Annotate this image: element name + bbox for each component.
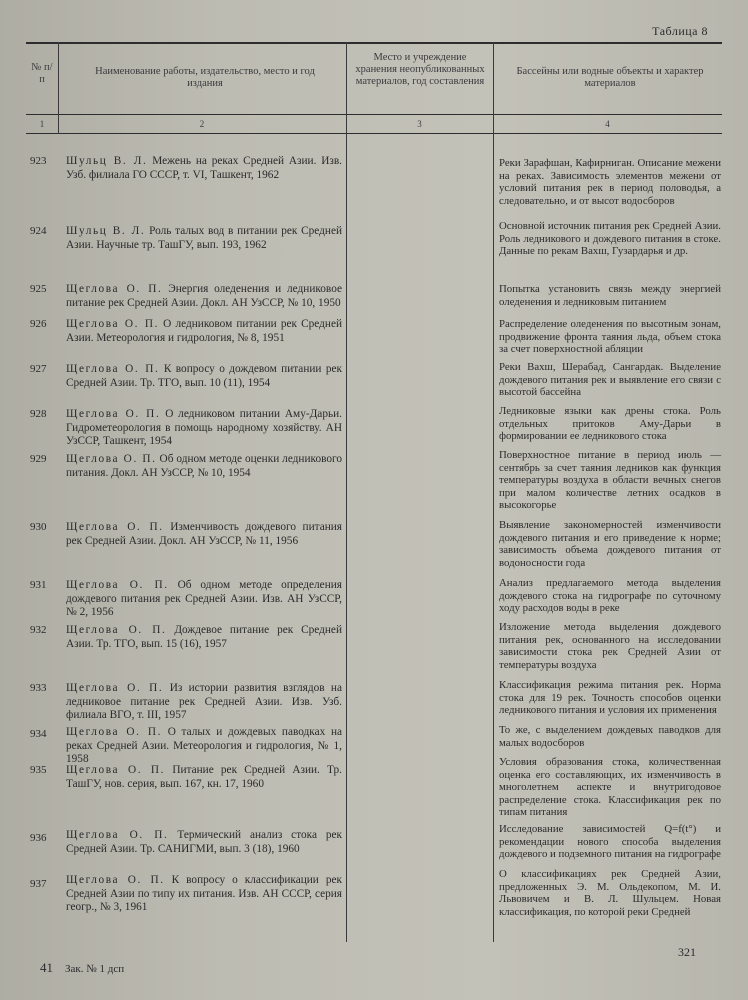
- bibliographic-entry: [66, 764, 342, 791]
- entry-title: Термический анализ стока рек Средней Азии. Тр. САНИГМИ, вып. 3 (18), 1960: [66, 829, 342, 855]
- footer-imprint: [40, 960, 124, 976]
- bibliographic-entry: [66, 318, 342, 345]
- entry-description: Попытка установить связь между энергией оледенения и ледниковым питанием: [499, 283, 721, 308]
- entry-title: Об одном методе оценки ледникового питания. Докл. АН УзССР, № 10, 1954: [66, 453, 342, 479]
- row-number: 924: [30, 225, 47, 237]
- entry-author: Щеглова О. П.: [66, 318, 160, 330]
- entry-description: Изложение метода выделения дождевого питания рек, основанного на исследовании зависимости стока рек Средней Азии от температуры воздуха: [499, 621, 721, 671]
- header-top-rule: [26, 42, 722, 44]
- table-label: Таблица 8: [652, 24, 708, 38]
- entry-author: Шульц В. Л.: [66, 225, 146, 237]
- entry-author: Щеглова О. П.: [66, 726, 163, 738]
- signature-number: 41: [40, 960, 53, 975]
- row-number: 928: [30, 408, 47, 420]
- entry-description: Условия образования стока, количественная оценка его составляющих, их изменчивость в многолетнем аспекте и внутригодовое распределение стока. Классификация рек по типам питания: [499, 756, 721, 819]
- entry-title: К вопросу о дождевом питании рек Средней Азии. Тр. ТГО, вып. 10 (11), 1954: [66, 363, 342, 389]
- entry-title: О ледниковом питании рек Средней Азии. Метеорология и гидрология, № 8, 1951: [66, 318, 343, 344]
- entry-description: Реки Вахш, Шерабад, Сангардак. Выделение дождевого питания рек и выявление его связи с высотой бассейна: [499, 361, 721, 399]
- entry-author: Щеглова О. П.: [66, 283, 163, 295]
- entry-description: Поверхностное питание в период июль — сентябрь за счет таяния ледников как функция температуры воздуха в области вечных снегов при малом количестве летних осадков в высокогорье: [499, 449, 721, 512]
- entry-author: Щеглова О. П.: [66, 363, 160, 375]
- bibliographic-entry: [66, 579, 342, 620]
- bibliographic-entry: [66, 726, 342, 767]
- entry-title: Об одном методе определения дождевого питания рек Средней Азии. Изв. АН УзССР, № 2, 1956: [66, 579, 342, 618]
- entry-title: К вопросу о классификации рек Средней Азии по типу их питания. Изв. АН СССР, серия геогр., № 3, 1961: [66, 874, 342, 913]
- entry-author: Щеглова О. П.: [66, 579, 169, 591]
- bibliographic-entry: [66, 521, 342, 548]
- entry-title: Изменчивость дождевого питания рек Средней Азии. Докл. АН УзССР, № 11, 1956: [66, 521, 343, 547]
- bibliographic-entry: [66, 363, 342, 390]
- order-number: Зак. № 1 дсп: [65, 963, 125, 975]
- entry-description: Основной источник питания рек Средней Азии. Роль ледникового и дождевого питания в стоке. Данные по рекам Вахш, Гузардарья и др.: [499, 220, 721, 258]
- row-number: 930: [30, 521, 47, 533]
- entry-author: Шульц В. Л.: [66, 155, 148, 167]
- bibliographic-entry: [66, 874, 342, 915]
- entry-description: Исследование зависимостей Q=f(t°) и рекомендации нового способа выделения дождевого и подземного питания на гидрографе: [499, 823, 721, 861]
- entry-description: Ледниковые языки как дрены стока. Роль отдельных притоков Аму-Дарьи в формировании ее ледникового стока: [499, 405, 721, 443]
- column-number-4: 4: [605, 119, 610, 129]
- entry-title: О талых и дождевых паводках на реках Средней Азии. Метеорология и гидрология, № 1, 1958: [66, 726, 343, 765]
- header-bottom-rule: [26, 114, 722, 115]
- row-number: 932: [30, 624, 47, 636]
- entry-author: Щеглова О. П.: [66, 521, 164, 533]
- header-col-number: № п/п: [31, 62, 53, 85]
- bibliographic-entry: [66, 682, 342, 723]
- column-divider-2: [346, 42, 347, 942]
- row-number: 923: [30, 155, 47, 167]
- entry-author: Щеглова О. П.: [66, 764, 166, 776]
- column-number-rule: [26, 133, 722, 134]
- column-number-3: 3: [417, 119, 422, 129]
- entry-description: Распределение оледенения по высотным зонам, продвижение фронта таяния льда, объем стока за счет поверхностной абляции: [499, 318, 721, 356]
- entry-author: Щеглова О. П.: [66, 408, 161, 420]
- row-number: 929: [30, 453, 47, 465]
- entry-author: Щеглова О. П.: [66, 829, 169, 841]
- bibliographic-entry: [66, 408, 342, 449]
- row-number: 926: [30, 318, 47, 330]
- entry-description: Выявление закономерностей изменчивости дождевого питания и его приведение к норме; зависимость объема дождевого питания от водоносности года: [499, 519, 721, 569]
- column-divider-3: [493, 42, 494, 942]
- header-col-basins: Бассейны или водные объекты и характер материалов: [516, 66, 704, 89]
- bibliographic-entry: [66, 155, 342, 182]
- bibliographic-entry: [66, 453, 342, 480]
- column-number-1: 1: [39, 119, 45, 129]
- row-number: 925: [30, 283, 47, 295]
- row-number: 934: [30, 728, 47, 740]
- row-number: 935: [30, 764, 47, 776]
- page-number: 321: [678, 945, 696, 959]
- entry-title: Из истории развития взглядов на ледниковое питание рек Средней Азии. Изв. Узб. филиала ВГО, т. III, 1957: [66, 682, 342, 721]
- entry-description: О классификациях рек Средней Азии, предложенных Э. М. Ольдекопом, М. И. Львовичем и В. Л. Шульцем. Новая классификация, по которой реки Средней: [499, 868, 721, 918]
- column-number-2: 2: [199, 119, 205, 129]
- entry-author: Щеглова О. П.: [66, 624, 167, 636]
- bibliographic-entry: [66, 829, 342, 856]
- entry-author: Щеглова О. П.: [66, 682, 164, 694]
- row-number: 927: [30, 363, 47, 375]
- entry-title: Межень на реках Средней Азии. Изв. Узб. филиала ГО СССР, т. VI, Ташкент, 1962: [66, 155, 342, 181]
- row-number: 937: [30, 878, 47, 890]
- row-number: 936: [30, 832, 47, 844]
- entry-title: О ледниковом питании Аму-Дарьи. Гидрометеорология в помощь народному хозяйству. АН УзССР, Ташкент, 1954: [66, 408, 342, 447]
- bibliographic-entry: [66, 624, 342, 651]
- header-col-title: Наименование работы, издательство, место и год издания: [95, 66, 315, 89]
- entry-description: Классификация режима питания рек. Норма стока для 19 рек. Точность способов оценки ледникового питания и условия их применения: [499, 679, 721, 717]
- entry-title: Дождевое питание рек Средней Азии. Тр. ТГО, вып. 15 (16), 1957: [66, 624, 342, 650]
- bibliographic-entry: [66, 283, 342, 310]
- entry-title: Питание рек Средней Азии. Тр. ТашГУ, нов. серия, вып. 167, кн. 17, 1960: [66, 764, 343, 790]
- header-col-storage: Место и учреждение хранения неопубликованных материалов, год составления: [355, 52, 485, 87]
- entry-author: Щеглова О. П.: [66, 453, 157, 465]
- entry-title: Энергия оледенения и ледниковое питание рек Средней Азии. Докл. АН УзССР, № 10, 1950: [66, 283, 342, 309]
- entry-title: Роль талых вод в питании рек Средней Азии. Научные тр. ТашГУ, вып. 193, 1962: [66, 225, 343, 251]
- entry-description: Реки Зарафшан, Кафирниган. Описание межени на реках. Зависимость элементов межени от условий питания рек в период половодья, а следовательно, и от высот водосборов: [499, 157, 721, 207]
- entry-description: Анализ предлагаемого метода выделения дождевого стока на гидрографе по суточному ходу расходов воды в реке: [499, 577, 721, 615]
- row-number: 933: [30, 682, 47, 694]
- entry-description: То же, с выделением дождевых паводков для малых водосборов: [499, 724, 721, 749]
- row-number: 931: [30, 579, 47, 591]
- entry-author: Щеглова О. П.: [66, 874, 165, 886]
- bibliographic-entry: [66, 225, 342, 252]
